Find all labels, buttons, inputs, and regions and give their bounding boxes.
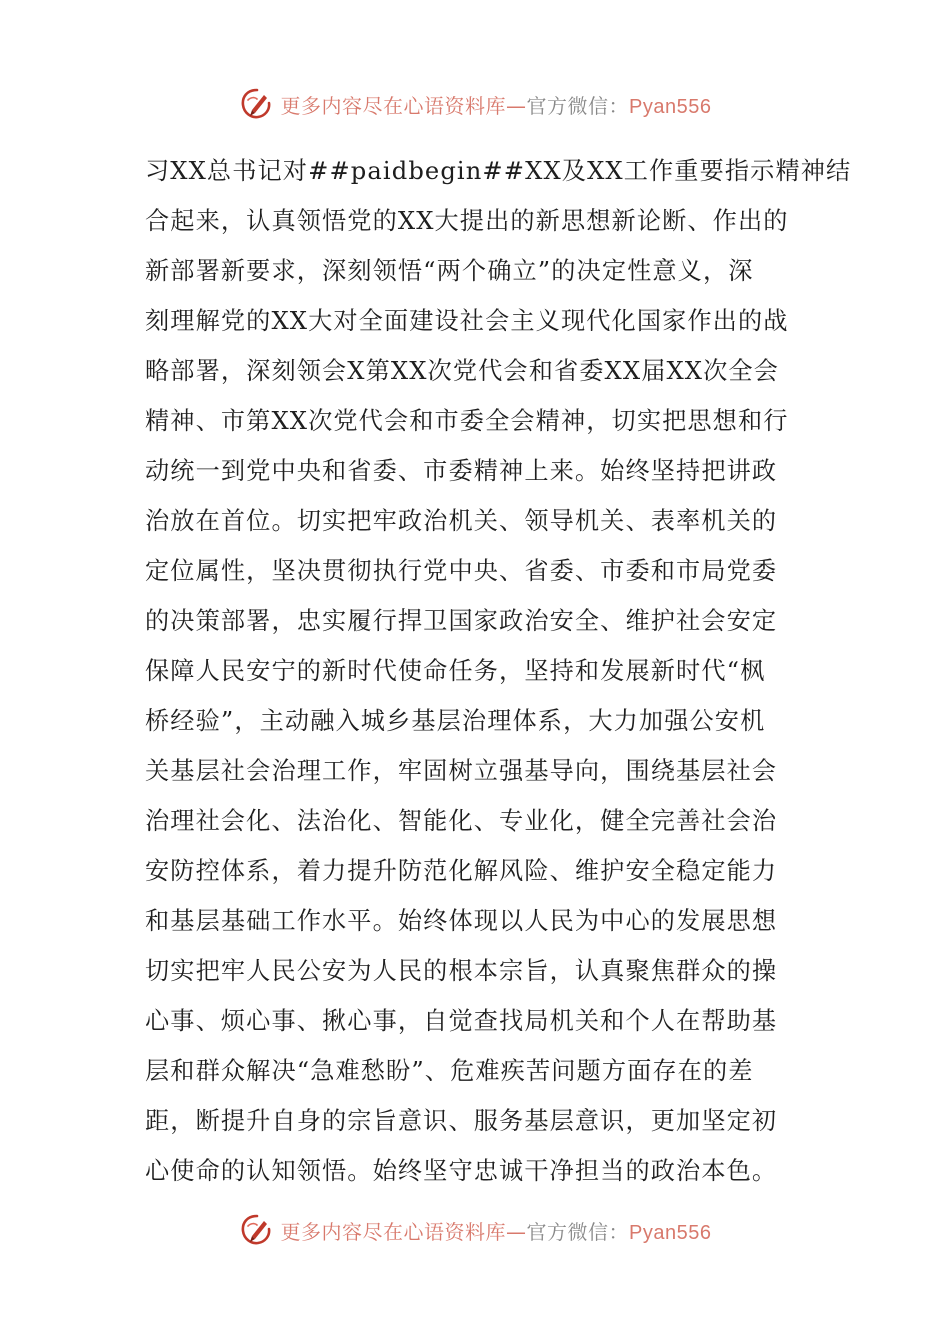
watermark-main-text: 更多内容尽在心语资料库 [280, 1219, 507, 1244]
watermark-wechat-id: Pyan556 [629, 1221, 712, 1244]
watermark-separator: — [506, 93, 527, 118]
body-text-line: 距，断提升自身的宗旨意识、服务基层意识，更加坚定初 [145, 1107, 778, 1135]
watermark-text [281, 1216, 712, 1245]
body-text-line: 心事、烦心事、揪心事，自觉查找局机关和个人在帮助基 [145, 1007, 778, 1035]
body-text-line: 刻理解党的XX大对全面建设社会主义现代化国家作出的战 [145, 307, 789, 335]
body-text-line: 安防控体系，着力提升防范化解风险、维护安全稳定能力 [145, 857, 778, 885]
body-text-line: 的决策部署，忠实履行捍卫国家政治安全、维护社会安定 [145, 607, 778, 635]
pen-swirl-icon [239, 86, 275, 122]
body-text-line: 切实把牢人民公安为人民的根本宗旨，认真聚焦群众的操 [145, 957, 778, 985]
body-text-line: 关基层社会治理工作，牢固树立强基导向，围绕基层社会 [145, 757, 778, 785]
body-text-line: 心使命的认知领悟。始终坚守忠诚干净担当的政治本色。 [145, 1157, 778, 1185]
body-text-line: 桥经验”，主动融入城乡基层治理体系，大力加强公安机 [145, 707, 766, 735]
pen-swirl-icon [239, 1212, 275, 1248]
footer-watermark-banner [0, 1206, 950, 1254]
body-text-line: 动统一到党中央和省委、市委精神上来。始终坚持把讲政 [145, 457, 778, 485]
body-text-line: 保障人民安宁的新时代使命任务，坚持和发展新时代“枫 [145, 657, 766, 685]
watermark-wechat-id: Pyan556 [629, 95, 712, 118]
body-text-line: 习XX总书记对##paidbegin##XX及XX工作重要指示精神结 [145, 157, 852, 185]
watermark-separator: — [506, 1219, 527, 1244]
watermark-label: 官方微信： [526, 1219, 630, 1244]
header-watermark-banner [0, 80, 950, 128]
body-text-line: 层和群众解决“急难愁盼”、危难疾苦问题方面存在的差 [145, 1057, 754, 1085]
body-text-line: 和基层基础工作水平。始终体现以人民为中心的发展思想 [145, 907, 778, 935]
body-text-line: 精神、市第XX次党代会和市委全会精神，切实把思想和行 [145, 407, 789, 435]
body-text-line: 治放在首位。切实把牢政治机关、领导机关、表率机关的 [145, 507, 778, 535]
watermark-main-text: 更多内容尽在心语资料库 [280, 93, 507, 118]
watermark-text [281, 90, 712, 119]
watermark-label: 官方微信： [526, 93, 630, 118]
document-body [145, 146, 852, 1196]
body-text-line: 治理社会化、法治化、智能化、专业化，健全完善社会治 [145, 807, 778, 835]
body-text-line: 合起来，认真领悟党的XX大提出的新思想新论断、作出的 [145, 207, 789, 235]
body-text-line: 略部署，深刻领会X第XX次党代会和省委XX届XX次全会 [145, 357, 779, 385]
body-text-line: 定位属性，坚决贯彻执行党中央、省委、市委和市局党委 [145, 557, 778, 585]
body-text-line: 新部署新要求，深刻领悟“两个确立”的决定性意义，深 [145, 257, 754, 285]
